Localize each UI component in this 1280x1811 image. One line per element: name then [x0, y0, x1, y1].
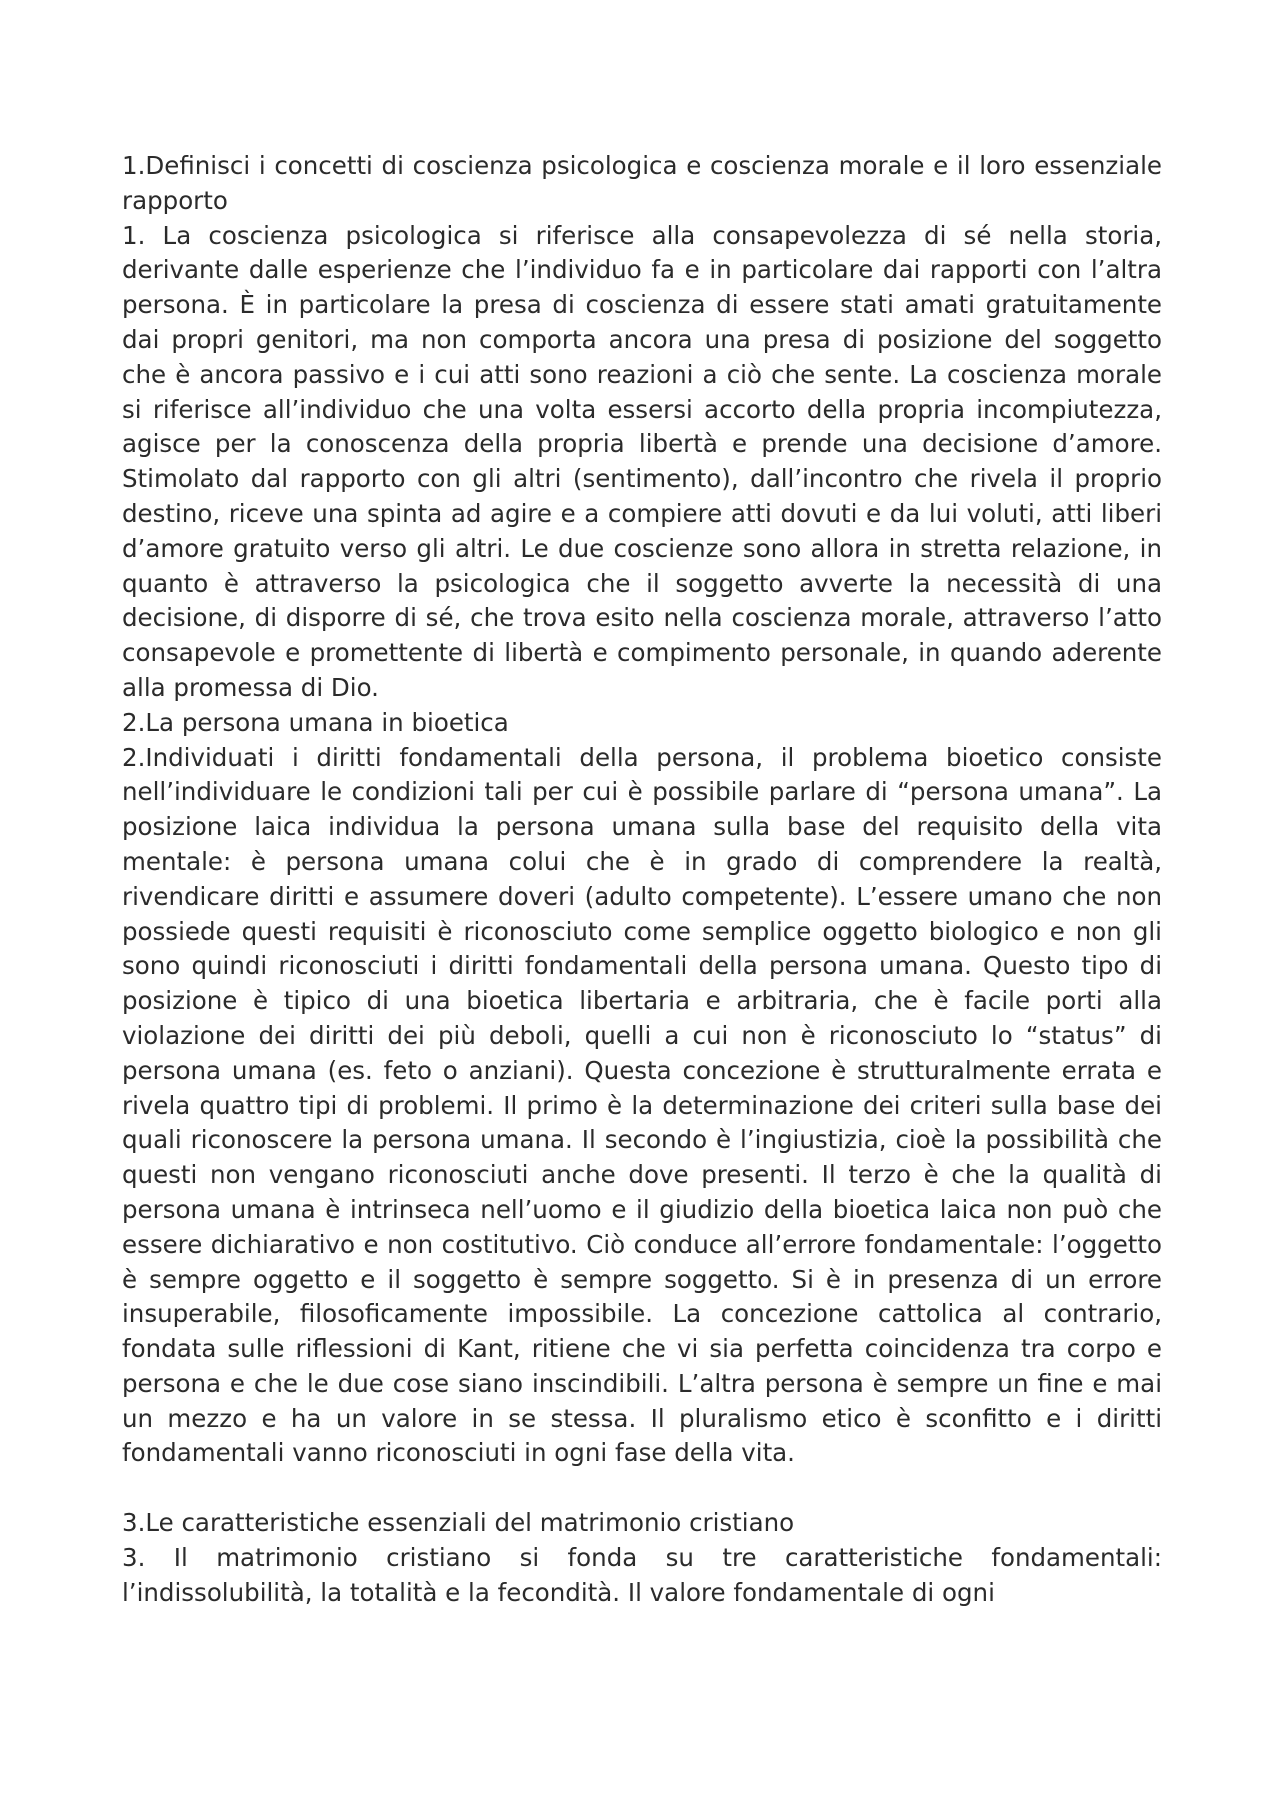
answer-1-paragraph: 1. La coscienza psicologica si riferisce alla consapevolezza di sé nella storia, derivante dalle esperienze che l’individuo fa e in particolare dai rapporti con l’altra persona. È in particolare la presa di coscienza di essere stati amati gratuitamente dai propri genitori, ma non comporta ancora una presa di posizione del soggetto che è ancora passivo e i cui atti sono reazioni a ciò che sente. La coscienza morale si riferisce all’individuo che una volta essersi accorto della propria incompiutezza, agisce per la conoscenza della propria libertà e prende una decisione d’amore. Stimolato dal rapporto con gli altri (sentimento), dall’incontro che rivela il proprio destino, riceve una spinta ad agire e a compiere atti dovuti e da lui voluti, atti liberi d’amore gratuito verso gli altri. Le due coscienze sono allora in stretta relazione, in quanto è attraverso la psicologica che il soggetto avverte la necessità di una decisione, di disporre di sé, che trova esito nella coscienza morale, attraverso l’atto consapevole e promettente di libertà e compimento personale, in quando aderente alla promessa di Dio. — [122, 220, 1162, 702]
blank-line — [122, 1471, 1162, 1506]
answer-2-paragraph: 2.Individuati i diritti fondamentali della persona, il problema bioetico consiste nell’individuare le condizioni tali per cui è possibile parlare di “persona umana”. La posizione laica individua la persona umana sulla base del requisito della vita mentale: è persona umana colui che è in grado di comprendere la realtà, rivendicare diritti e assumere doveri (adulto competente). L’essere umano che non possiede questi requisiti è riconosciuto come semplice oggetto biologico e non gli sono quindi riconosciuti i diritti fondamentali della persona umana. Questo tipo di posizione è tipico di una bioetica libertaria e arbitraria, che è facile porti alla violazione dei diritti dei più deboli, quelli a cui non è riconosciuto lo “status” di persona umana (es. feto o anziani). Questa concezione è strutturalmente errata e rivela quattro tipi di problemi. Il primo è la determinazione dei criteri sulla base dei quali riconoscere la persona umana. Il secondo è l’ingiustizia, cioè la possibilità che questi non vengano riconosciuti anche dove presenti. Il terzo è che la qualità di persona umana è intrinseca nell’uomo e il giudizio della bioetica laica non può che essere dichiarativo e non costitutivo. Ciò conduce all’errore fondamentale: l’oggetto è sempre oggetto e il soggetto è sempre soggetto. Si è in presenza di un errore insuperabile, filosoficamente impossibile. La concezione cattolica al contrario, fondata sulle riflessioni di Kant, ritiene che vi sia perfetta coincidenza tra corpo e persona e che le due cose siano inscindibili. L’altra persona è sempre un fine e mai un mezzo e ha un valore in se stessa. Il pluralismo etico è sconfitto e i diritti fondamentali vanno riconosciuti in ogni fase della vita. — [122, 742, 1162, 1468]
question-3-heading: 3.Le caratteristiche essenziali del matrimonio cristiano — [122, 1508, 795, 1538]
question-1-heading: 1.Definisci i concetti di coscienza psicologica e coscienza morale e il loro essenziale rapporto — [122, 151, 1162, 215]
document-page — [122, 149, 1162, 1610]
answer-3-paragraph: 3. Il matrimonio cristiano si fonda su tre caratteristiche fondamentali: l’indissolubilità, la totalità e la fecondità. Il valore fondamentale di ogni — [122, 1542, 1162, 1607]
question-2-heading: 2.La persona umana in bioetica — [122, 707, 509, 737]
